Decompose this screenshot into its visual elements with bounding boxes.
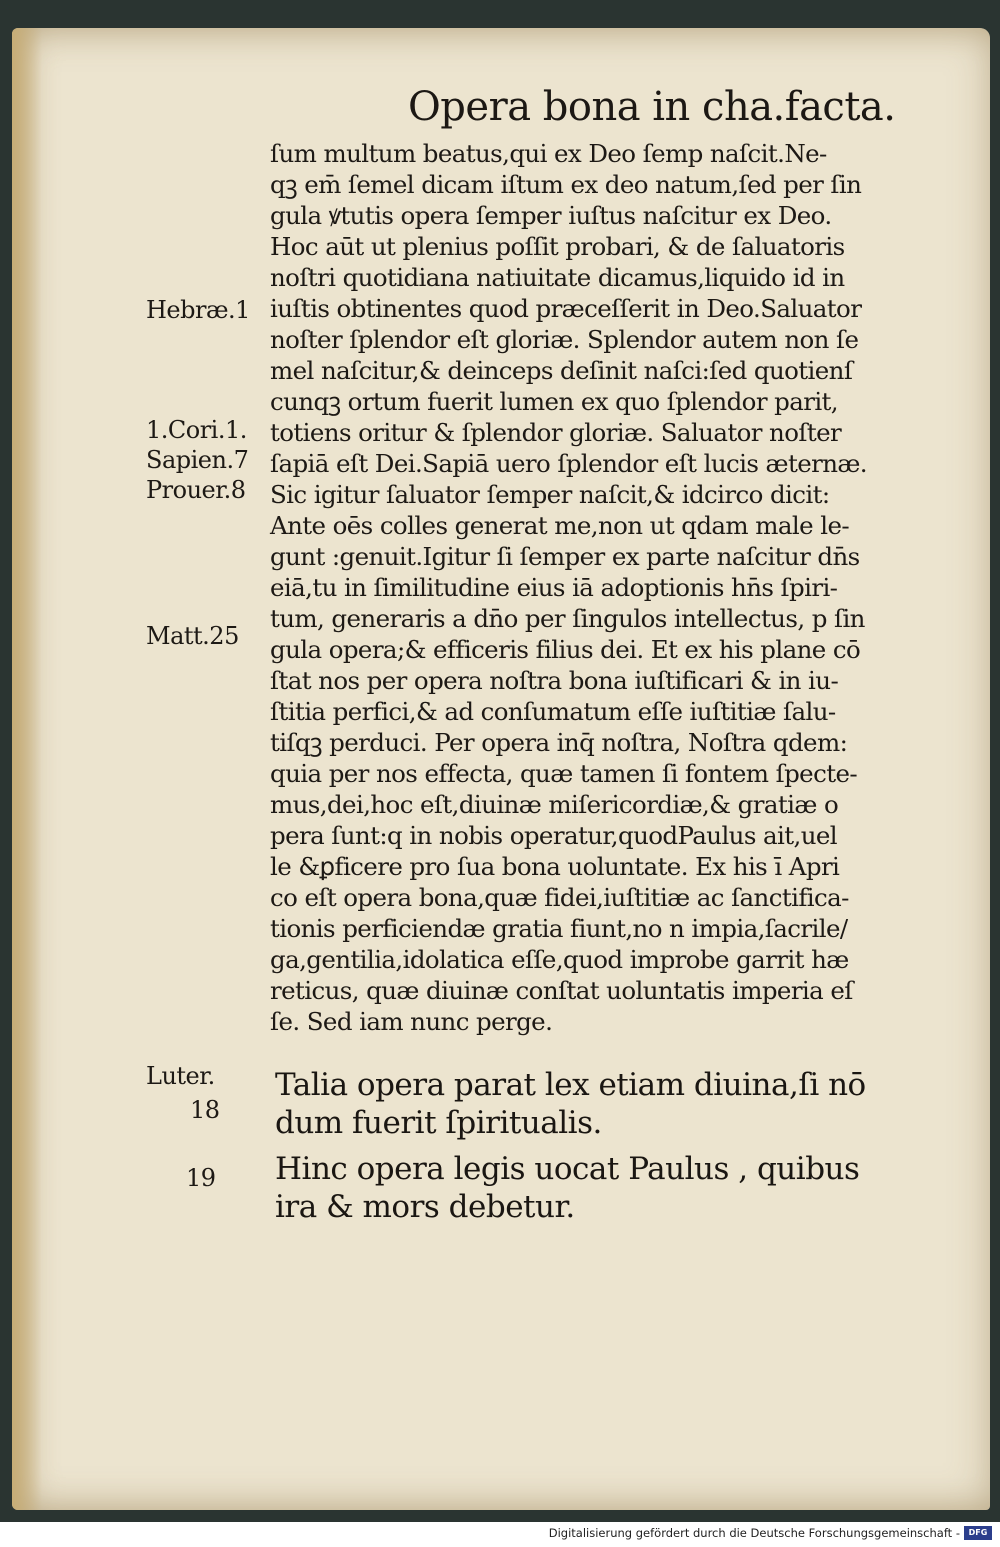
- margin-note-corinthians: 1.Cori.1.: [146, 416, 247, 444]
- text-line: ſum multum beatus,qui ex Deo ſemp naſcit.Ne-: [270, 139, 827, 168]
- thesis-18: [275, 1066, 915, 1142]
- margin-note-thesis-19: 19: [186, 1164, 216, 1192]
- page-gutter-shadow: [12, 28, 42, 1510]
- text-line: qꝫ em̄ ſemel dicam iſtum ex deo natum,ſed per ſin: [270, 170, 862, 199]
- text-line: mel naſcitur,& deinceps deſinit naſci:ſed quotienſ: [270, 356, 853, 385]
- margin-note-hebrews: Hebræ.1: [146, 296, 250, 324]
- margin-note-matthew: Matt.25: [146, 622, 239, 650]
- thesis-line: dum fuerit ſpiritualis.: [275, 1105, 602, 1141]
- main-text-block: [270, 138, 910, 1037]
- text-line: ſtitia perfici,& ad conſumatum eſſe iuſtitiæ ſalu-: [270, 697, 836, 726]
- text-line: ga,gentilia,idolatica eſſe,quod improbe garrit hæ: [270, 945, 849, 974]
- text-line: reticus, quæ diuinæ conſtat uoluntatis imperia eſ: [270, 976, 853, 1005]
- text-line: tiſqꝫ perduci. Per opera inq̄ noſtra, Noſtra qdem:: [270, 728, 848, 757]
- text-line: totiens oritur & ſplendor gloriæ. Saluator noſter: [270, 418, 842, 447]
- text-line: tum, generaris a dn̄o per ſingulos intellectus, p ſin: [270, 604, 865, 633]
- thesis-line: Hinc opera legis uocat Paulus , quibus: [275, 1151, 860, 1187]
- text-line: co eſt opera bona,quæ fidei,iuſtitiæ ac ſanctifica-: [270, 883, 849, 912]
- text-line: noſter ſplendor eſt gloriæ. Splendor autem non ſe: [270, 325, 859, 354]
- text-line: quia per nos effecta, quæ tamen ſi fontem ſpecte-: [270, 759, 858, 788]
- running-head: Opera bona in cha.facta.: [408, 84, 896, 130]
- margin-note-luther: Luter.: [146, 1062, 215, 1090]
- text-line: cunqꝫ ortum fuerit lumen ex quo ſplendor parit,: [270, 387, 838, 416]
- text-line: noſtri quotidiana natiuitate dicamus,liquido id in: [270, 263, 845, 292]
- text-line: ſapiā eſt Dei.Sapiā uero ſplendor eſt lucis æternæ.: [270, 449, 867, 478]
- text-line: ſtat nos per opera noſtra bona iuſtificari & in iu-: [270, 666, 839, 695]
- margin-note-sapientia: Sapien.7: [146, 446, 249, 474]
- thesis-line: Talia opera parat lex etiam diuina,ſi nō: [275, 1067, 866, 1103]
- text-line: eiā,tu in ſimilitudine eius iā adoptionis hn̄s ſpiri-: [270, 573, 838, 602]
- margin-note-proverbs: Prouer.8: [146, 476, 246, 504]
- text-line: mus,dei,hoc eſt,diuinæ miſericordiæ,& gratiæ o: [270, 790, 839, 819]
- text-line: gula ꝟtutis opera ſemper iuſtus naſcitur ex Deo.: [270, 201, 832, 230]
- text-line: tionis perficiendæ gratia fiunt,no n impia,ſacrile/: [270, 914, 848, 943]
- text-line: ſe. Sed iam nunc perge.: [270, 1007, 553, 1036]
- dfg-logo: DFG: [964, 1526, 992, 1540]
- text-line: gula opera;& efficeris filius dei. Et ex his plane cō: [270, 635, 861, 664]
- text-line: le &ꝑficere pro ſua bona uoluntate. Ex his ī Apri: [270, 852, 840, 881]
- text-line: Ante oēs colles generat me,non ut qdam male le-: [270, 511, 850, 540]
- text-line: gunt :genuit.Igitur ſi ſemper ex parte naſcitur dn̄s: [270, 542, 860, 571]
- text-line: Hoc aūt ut plenius poſſit probari, & de ſaluatoris: [270, 232, 845, 261]
- text-line: pera ſunt:q in nobis operatur,quodPaulus ait,uel: [270, 821, 838, 850]
- funding-credit: Digitalisierung gefördert durch die Deutsche Forschungsgemeinschaft -: [548, 1526, 960, 1540]
- margin-note-thesis-18: 18: [190, 1096, 220, 1124]
- text-line: iuſtis obtinentes quod præceſſerit in Deo.Saluator: [270, 294, 862, 323]
- thesis-19: [275, 1150, 915, 1226]
- text-line: Sic igitur ſaluator ſemper naſcit,& idcirco dicit:: [270, 480, 830, 509]
- thesis-line: ira & mors debetur.: [275, 1189, 575, 1225]
